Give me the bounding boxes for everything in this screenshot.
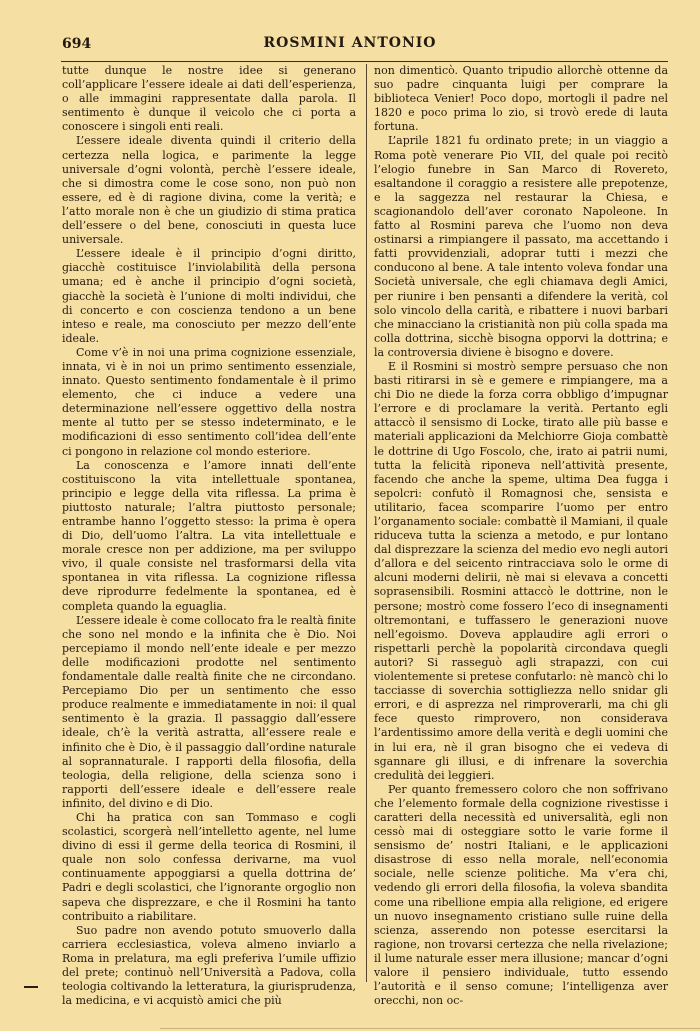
paragraph: Suo padre non avendo potuto smuoverlo dalla carriera ecclesiastica, voleva almeno inviarlo a Roma in prelatura, ma egli preferiva l’umile uffizio del prete; continuò nell’Università a Padova, colla teologia coltivando la letteratura, la giurisprudenza, la medicina, e vi acquistò amici che più bbox=[62, 923, 356, 1008]
paragraph: Per quanto fremessero coloro che non soffrivano che l’elemento formale della cognizione rivestisse i caratteri della necessità ed universalità, egli non cessò mai di osteggiare sotto le varie forme il sensismo de’ nostri Italiani, e le applicazioni disastrose di esso nella morale, nell’economia sociale, nelle scienze politiche. Ma v’era chi, vedendo gli errori della filosofia, la voleva sbandita come una ribellione empia alla religione, ed erigere un nuovo insegnamento cristiano sulle ruine della scienza, asserendo non potesse esercitarsi la ragione, non trovarsi certezza che nella rivelazione; il lume naturale esser mera illusione; mancar d’ogni valore il pensiero individuale, tutto essendo l’autorità e il senso comune; l’intelligenza aver orecchi, non oc- bbox=[374, 782, 668, 1008]
header-rule bbox=[61, 61, 668, 62]
paragraph: E il Rosmini si mostrò sempre persuaso che non basti ritirarsi in sè e gemere e rimpiangere, ma a chi Dio ne diede la forza corra obbligo d’impugnar l’errore e di proclamare la verità. Pertanto egli attaccò il sensismo di Locke, tirato alle più basse e materiali applicazioni da Melchiorre Gioja combattè le dottrine di Ugo Foscolo, che, irato ai patrii numi, tutta la felicità riponeva nell’attività presente, facendo che anche la speme, ultima Dea fugga i sepolcri: confutò il Romagnosi che, sensista e utilitario, facea scomparire l’uomo per entro l’organamento sociale: combattè il Mamiani, il quale riduceva tutta la scienza a metodo, e pur lontano dal disprezzare la scienza del medio evo negli autori d’allora e del seicento rintracciava solo le orme di alcuni moderni delirii, nè mai si elevava a concetti soprasensibili. Rosmini attaccò le dottrine, non le persone; mostrò come fossero l’eco di insegnamenti oltremontani, e tuffassero le generazioni nuove nell’egoismo. Doveva applaudire agli errori o rispettarli perchè la popolarità circondava quegli autori? Si rasseguò agli strapazzi, con cui violentemente si pretese confutarlo: nè mancò chi lo tacciasse di soverchia sottigliezza nello snidar gli errori, e di asprezza nel rimproverarli, ma chi gli fece questo rimprovero, non considerava l’ardentissimo amore della verità e degli uomini che in lui era, nè il gran bisogno che ei vedeva di sgannare gli illusi, e di infrenare la soverchia credulità dei leggieri. bbox=[374, 359, 668, 782]
right-column bbox=[374, 64, 668, 1008]
paragraph: non dimenticò. Quanto tripudio allorchè ottenne da suo padre cinquanta luigi per comprare la biblioteca Venier! Poco dopo, mortogli il padre nel 1820 e poco prima lo zio, si trovò erede di lauta fortuna. bbox=[374, 64, 668, 134]
paragraph: L’aprile 1821 fu ordinato prete; in un viaggio a Roma potè venerare Pio VII, del quale poi recitò l’elogio funebre in San Marco di Rovereto, esaltandone il coraggio a resistere alle prepotenze, e la saggezza nel restaurar la Chiesa, e scagionandolo dell’aver coronato Napoleone. In fatto al Rosmini pareva che l’uomo non deva ostinarsi a rimpiangere il passato, ma accettando i fatti provvidenziali, adoprar tutti i mezzi che conducono al bene. A tale intento voleva fondar una Società universale, che egli chiamava degli Amici, per riunire i ben pensanti a difendere la verità, col solo vincolo della carità, e ribattere i nuovi barbari che minacciano la cristianità non più colla spada ma colla dottrina, sicchè bisogna opporvi la dottrina; e la controversia diviene è bisogno e dovere. bbox=[374, 134, 668, 359]
paragraph: Come v’è in noi una prima cognizione essenziale, innata, vi è in noi un primo sentimento essenziale, innato. Questo sentimento fondamentale è il primo elemento, che ci induce a vedere una determinazione nell’essere oggettivo della nostra mente al tutto per se stesso indeterminato, e le modificazioni di esso sentimento coll’idea dell’ente ci pongono in relazione col mondo esteriore. bbox=[62, 345, 356, 458]
left-column bbox=[62, 64, 356, 1008]
paragraph: tutte dunque le nostre idee si generano coll’applicare l’essere ideale ai dati dell’esperienza, o alle immagini rappresentate dalla parola. Il sentimento è dunque il veicolo che ci porta a conoscere i singoli enti reali. bbox=[62, 64, 356, 134]
paragraph: L’essere ideale è come collocato fra le realtà finite che sono nel mondo e la infinita che è Dio. Noi percepiamo il mondo nell’ente ideale e per mezzo delle modificazioni prodotte nel sentimento fondamentale dalle realtà finite che ne circondano. Percepiamo Dio per un sentimento che esso produce realmente e immediatamente in noi: il qual sentimento è la grazia. Il passaggio dall’essere ideale, ch’è la verità astratta, all’essere reale e infinito che è Dio, è il passaggio dall’ordine naturale al soprannaturale. I rapporti della filosofia, della teologia, della religione, della scienza sono i rapporti dell’essere ideale e dell’essere reale infinito, del divino e di Dio. bbox=[62, 613, 356, 810]
paragraph: L’essere ideale diventa quindi il criterio della certezza nella logica, e parimente la legge universale d’ogni volontà, perchè l’essere ideale, che si dimostra come le cose sono, non può non essere, ed è di ragione divina, come la verità; e l’atto morale non è che un giudizio di stima pratica dell’essere o del bene, conosciuti in questa luce universale. bbox=[62, 134, 356, 247]
bottom-rule bbox=[160, 1028, 700, 1029]
column-divider bbox=[366, 64, 367, 982]
running-head: ROSMINI ANTONIO bbox=[263, 35, 437, 51]
paragraph: Chi ha pratica con san Tommaso e cogli scolastici, scorgerà nell’intelletto agente, nel lume divino di essi il germe della teorica di Rosmini, il quale non solo confessa derivarne, ma vuol continuamente appoggiarsi a quella dottrina de’ Padri e degli scolastici, che l’ignorante orgoglio non sapeva che disprezzare, e che il Rosmini ha tanto contribuito a riabilitare. bbox=[62, 810, 356, 923]
paragraph: La conoscenza e l’amore innati dell’ente costituiscono la vita intellettuale spontanea, principio e legge della vita riflessa. La prima è piuttosto naturale; l’altra piuttosto personale; entrambe hanno l’oggetto stesso: la prima è opera di Dio, dell’uomo l’altra. La vita intellettuale e morale cresce non per addizione, ma per sviluppo vivo, il quale consiste nel trasformarsi della vita spontanea in vita riflessa. La cognizione riflessa deve riprodurre fedelmente la spontanea, ed è completa quando la eguaglia. bbox=[62, 458, 356, 613]
margin-mark bbox=[24, 986, 38, 988]
paragraph: L’essere ideale è il principio d’ogni diritto, giacchè costituisce l’inviolabilità della persona umana; ed è anche il principio d’ogni società, giacchè la società è l’unione di molti individui, che di concerto e con coscienza tendono a un bene inteso e reale, ma conosciuto per mezzo dell’ente ideale. bbox=[62, 247, 356, 345]
page-number: 694 bbox=[62, 36, 92, 52]
